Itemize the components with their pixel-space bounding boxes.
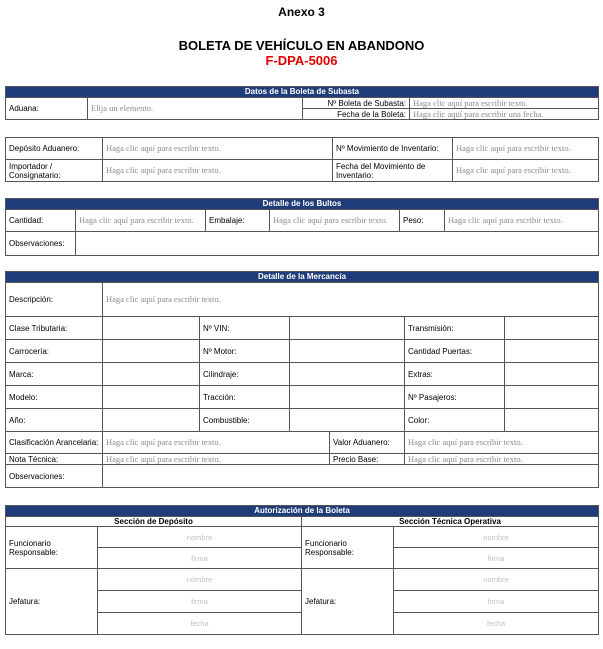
extras-field[interactable] xyxy=(505,363,599,386)
cantidad-label: Cantidad: xyxy=(6,210,76,232)
deposito-funcionario-label: Funcionario Responsable: xyxy=(6,527,98,569)
tecnica-funcionario-firma[interactable]: firma xyxy=(394,548,599,569)
form-title: BOLETA DE VEHÍCULO EN ABANDONO xyxy=(178,38,425,53)
modelo-label: Modelo: xyxy=(6,386,103,409)
subasta-table xyxy=(5,86,599,120)
bultos-observaciones-label: Observaciones: xyxy=(6,232,76,256)
deposito-jefatura-fecha[interactable]: fecha xyxy=(98,613,302,635)
combustible-field[interactable] xyxy=(290,409,405,432)
mercancia-table xyxy=(5,271,599,488)
importador-label: Importador / Consignatario: xyxy=(6,160,103,182)
vin-field[interactable] xyxy=(290,317,405,340)
marca-field[interactable] xyxy=(103,363,200,386)
deposito-jefatura-nombre[interactable]: nombre xyxy=(98,569,302,591)
carroceria-label: Carrocería: xyxy=(6,340,103,363)
tecnica-jefatura-firma[interactable]: firma xyxy=(394,591,599,613)
puertas-field[interactable] xyxy=(505,340,599,363)
anio-label: Año: xyxy=(6,409,103,432)
color-field[interactable] xyxy=(505,409,599,432)
clase-tributaria-field[interactable] xyxy=(103,317,200,340)
clase-tributaria-label: Clase Tributaria: xyxy=(6,317,103,340)
seccion-deposito-title: Sección de Depósito xyxy=(6,517,302,527)
bultos-observaciones-field[interactable] xyxy=(76,232,599,256)
cilindraje-field[interactable] xyxy=(290,363,405,386)
aduana-select[interactable]: Elija un elemento. xyxy=(88,98,303,120)
deposito-funcionario-nombre[interactable]: nombre xyxy=(98,527,302,548)
marca-label: Marca: xyxy=(6,363,103,386)
combustible-label: Combustible: xyxy=(200,409,290,432)
annex-label: Anexo 3 xyxy=(278,5,325,19)
movimiento-label: Nº Movimiento de Inventario: xyxy=(333,138,453,160)
peso-label: Peso: xyxy=(400,210,445,232)
precio-base-field[interactable]: Haga clic aquí para escribir texto. xyxy=(405,454,599,465)
peso-field[interactable]: Haga clic aquí para escribir texto. xyxy=(445,210,599,232)
autorizacion-table xyxy=(5,505,599,635)
boleta-number-label: Nº Boleta de Subasta: xyxy=(303,98,410,109)
deposito-table xyxy=(5,137,599,182)
transmision-label: Transmisión: xyxy=(405,317,505,340)
tecnica-jefatura-label: Jefatura: xyxy=(302,569,394,635)
anio-field[interactable] xyxy=(103,409,200,432)
boleta-date-field[interactable]: Haga clic aquí para escribir una fecha. xyxy=(410,109,599,120)
movimiento-field[interactable]: Haga clic aquí para escribir texto. xyxy=(453,138,599,160)
form-code: F-DPA-5006 xyxy=(265,53,338,68)
mercancia-section-title: Detalle de la Mercancía xyxy=(6,272,599,283)
cantidad-field[interactable]: Haga clic aquí para escribir texto. xyxy=(76,210,206,232)
deposito-jefatura-firma[interactable]: firma xyxy=(98,591,302,613)
nota-tecnica-field[interactable]: Haga clic aquí para escribir texto. xyxy=(103,454,330,465)
bultos-section-title: Detalle de los Bultos xyxy=(6,199,599,210)
traccion-label: Tracción: xyxy=(200,386,290,409)
descripcion-field[interactable]: Haga clic aquí para escribir texto. xyxy=(103,283,599,317)
bultos-table xyxy=(5,198,599,256)
descripcion-label: Descripción: xyxy=(6,283,103,317)
tecnica-jefatura-fecha[interactable]: fecha xyxy=(394,613,599,635)
vin-label: Nº VIN: xyxy=(200,317,290,340)
traccion-field[interactable] xyxy=(290,386,405,409)
clasificacion-label: Clasificación Arancelaria: xyxy=(6,432,103,454)
motor-label: Nº Motor: xyxy=(200,340,290,363)
nota-tecnica-label: Nota Técnica: xyxy=(6,454,103,465)
boleta-date-label: Fecha de la Boleta: xyxy=(303,109,410,120)
extras-label: Extras: xyxy=(405,363,505,386)
tecnica-funcionario-nombre[interactable]: nombre xyxy=(394,527,599,548)
subasta-section-title: Datos de la Boleta de Subasta xyxy=(6,87,599,98)
pasajeros-label: Nº Pasajeros: xyxy=(405,386,505,409)
fecha-movimiento-label: Fecha del Movimiento de Inventario: xyxy=(333,160,453,182)
puertas-label: Cantidad Puertas: xyxy=(405,340,505,363)
modelo-field[interactable] xyxy=(103,386,200,409)
transmision-field[interactable] xyxy=(505,317,599,340)
embalaje-field[interactable]: Haga clic aquí para escribir texto. xyxy=(270,210,400,232)
importador-field[interactable]: Haga clic aquí para escribir texto. xyxy=(103,160,333,182)
embalaje-label: Embalaje: xyxy=(206,210,270,232)
motor-field[interactable] xyxy=(290,340,405,363)
valor-aduanero-label: Valor Aduanero: xyxy=(330,432,405,454)
tecnica-jefatura-nombre[interactable]: nombre xyxy=(394,569,599,591)
deposito-label: Depósito Aduanero: xyxy=(6,138,103,160)
aduana-label: Aduana: xyxy=(6,98,88,120)
valor-aduanero-field[interactable]: Haga clic aquí para escribir texto. xyxy=(405,432,599,454)
deposito-jefatura-label: Jefatura: xyxy=(6,569,98,635)
tecnica-funcionario-label: Funcionario Responsable: xyxy=(302,527,394,569)
deposito-field[interactable]: Haga clic aquí para escribir texto. xyxy=(103,138,333,160)
mercancia-observaciones-field[interactable] xyxy=(103,465,599,488)
pasajeros-field[interactable] xyxy=(505,386,599,409)
fecha-movimiento-field[interactable]: Haga clic aquí para escribir texto. xyxy=(453,160,599,182)
mercancia-observaciones-label: Observaciones: xyxy=(6,465,103,488)
cilindraje-label: Cilindraje: xyxy=(200,363,290,386)
color-label: Color: xyxy=(405,409,505,432)
clasificacion-field[interactable]: Haga clic aquí para escribir texto. xyxy=(103,432,330,454)
precio-base-label: Precio Base: xyxy=(330,454,405,465)
autorizacion-section-title: Autorización de la Boleta xyxy=(6,506,599,517)
deposito-funcionario-firma[interactable]: firma xyxy=(98,548,302,569)
carroceria-field[interactable] xyxy=(103,340,200,363)
boleta-number-field[interactable]: Haga clic aquí para escribir texto. xyxy=(410,98,599,109)
seccion-tecnica-title: Sección Técnica Operativa xyxy=(302,517,599,527)
